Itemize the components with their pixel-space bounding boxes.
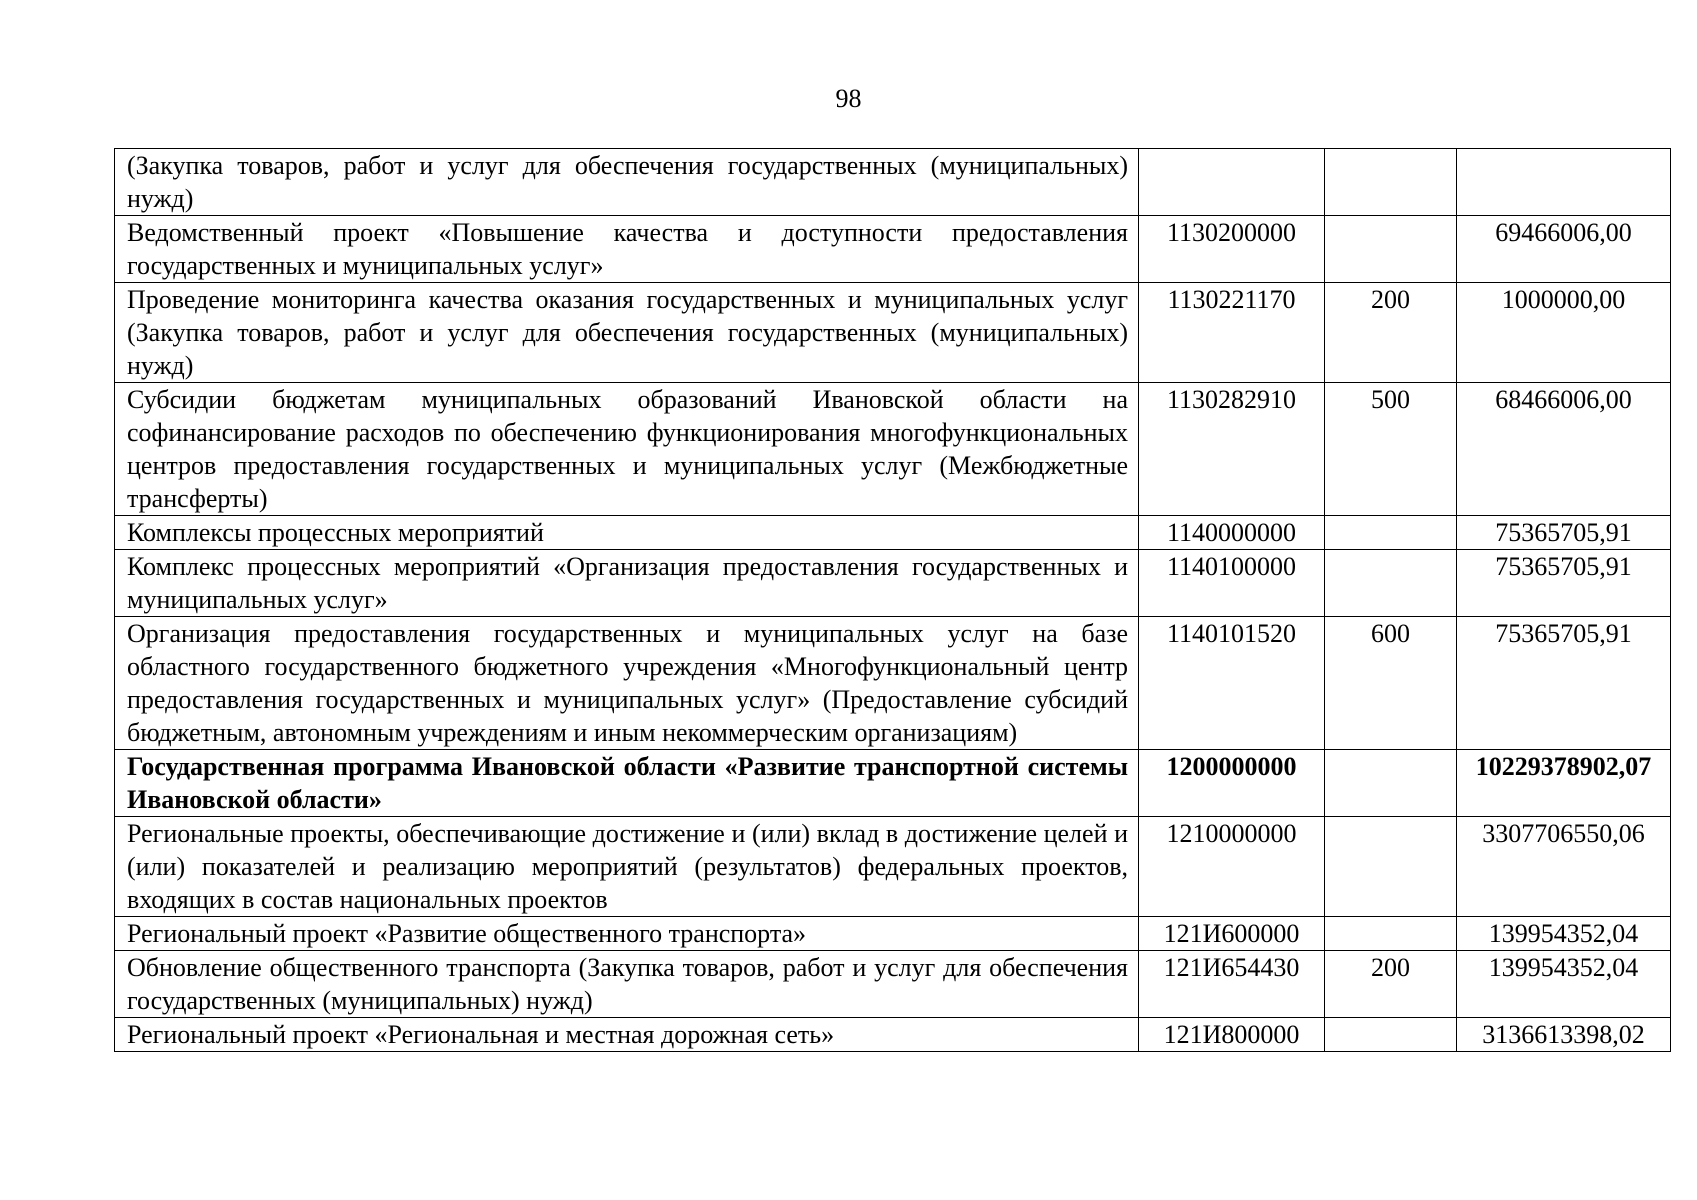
row-name-cell: Региональный проект «Развитие общественного транспорта» [115, 917, 1139, 951]
row-name-cell: Комплекс процессных мероприятий «Организация предоставления государственных и муниципальных услуг» [115, 550, 1139, 617]
row-code-cell: 1130200000 [1139, 216, 1325, 283]
row-amount-cell: 3136613398,02 [1457, 1018, 1671, 1052]
row-expense-type-cell [1325, 516, 1457, 550]
row-amount-cell: 1000000,00 [1457, 283, 1671, 383]
row-code-cell: 1140100000 [1139, 550, 1325, 617]
row-expense-type-cell: 200 [1325, 283, 1457, 383]
row-amount-cell: 68466006,00 [1457, 383, 1671, 516]
row-expense-type-cell [1325, 917, 1457, 951]
row-name-cell: (Закупка товаров, работ и услуг для обеспечения государственных (муниципальных) нужд) [115, 149, 1139, 216]
row-expense-type-cell [1325, 550, 1457, 617]
row-expense-type-cell [1325, 817, 1457, 917]
row-code-cell: 1130282910 [1139, 383, 1325, 516]
row-code-cell: 1200000000 [1139, 750, 1325, 817]
row-code-cell: 121И654430 [1139, 951, 1325, 1018]
row-code-cell: 121И800000 [1139, 1018, 1325, 1052]
row-name-cell: Проведение мониторинга качества оказания государственных и муниципальных услуг (Закупка товаров, работ и услуг для обеспечения государственных (муниципальных) нужд) [115, 283, 1139, 383]
page-number: 98 [835, 84, 862, 113]
budget-table [114, 148, 1671, 1052]
budget-table-body [115, 149, 1671, 1052]
row-amount-cell: 10229378902,07 [1457, 750, 1671, 817]
row-code-cell: 1140000000 [1139, 516, 1325, 550]
table-row [115, 917, 1671, 951]
table-row [115, 149, 1671, 216]
row-expense-type-cell: 600 [1325, 617, 1457, 750]
row-name-cell: Субсидии бюджетам муниципальных образований Ивановской области на софинансирование расходов по обеспечению функционирования многофункциональных центров предоставления государственных и муниципальных услуг (Межбюджетные трансферты) [115, 383, 1139, 516]
table-row [115, 516, 1671, 550]
row-amount-cell: 75365705,91 [1457, 550, 1671, 617]
row-expense-type-cell [1325, 1018, 1457, 1052]
row-amount-cell: 139954352,04 [1457, 951, 1671, 1018]
row-expense-type-cell: 500 [1325, 383, 1457, 516]
row-expense-type-cell: 200 [1325, 951, 1457, 1018]
row-code-cell: 121И600000 [1139, 917, 1325, 951]
row-code-cell: 1130221170 [1139, 283, 1325, 383]
row-name-cell: Комплексы процессных мероприятий [115, 516, 1139, 550]
row-expense-type-cell [1325, 750, 1457, 817]
row-amount-cell: 69466006,00 [1457, 216, 1671, 283]
table-row [115, 216, 1671, 283]
row-amount-cell: 3307706550,06 [1457, 817, 1671, 917]
table-row [115, 750, 1671, 817]
row-name-cell: Обновление общественного транспорта (Закупка товаров, работ и услуг для обеспечения государственных (муниципальных) нужд) [115, 951, 1139, 1018]
row-name-cell: Региональный проект «Региональная и местная дорожная сеть» [115, 1018, 1139, 1052]
table-row [115, 383, 1671, 516]
table-row [115, 617, 1671, 750]
row-amount-cell: 139954352,04 [1457, 917, 1671, 951]
table-row [115, 817, 1671, 917]
row-expense-type-cell [1325, 216, 1457, 283]
row-expense-type-cell [1325, 149, 1457, 216]
table-row [115, 1018, 1671, 1052]
row-amount-cell: 75365705,91 [1457, 617, 1671, 750]
table-row [115, 951, 1671, 1018]
row-amount-cell: 75365705,91 [1457, 516, 1671, 550]
row-code-cell: 1140101520 [1139, 617, 1325, 750]
row-name-cell: Региональные проекты, обеспечивающие достижение и (или) вклад в достижение целей и (или) показателей и реализацию мероприятий (результатов) федеральных проектов, входящих в состав национальных проектов [115, 817, 1139, 917]
table-row [115, 283, 1671, 383]
table-row [115, 550, 1671, 617]
row-code-cell: 1210000000 [1139, 817, 1325, 917]
row-name-cell: Государственная программа Ивановской области «Развитие транспортной системы Ивановской области» [115, 750, 1139, 817]
row-name-cell: Ведомственный проект «Повышение качества и доступности предоставления государственных и муниципальных услуг» [115, 216, 1139, 283]
row-name-cell: Организация предоставления государственных и муниципальных услуг на базе областного государственного бюджетного учреждения «Многофункциональный центр предоставления государственных и муниципальных услуг» (Предоставление субсидий бюджетным, автономным учреждениям и иным некоммерческим организациям) [115, 617, 1139, 750]
row-code-cell [1139, 149, 1325, 216]
row-amount-cell [1457, 149, 1671, 216]
